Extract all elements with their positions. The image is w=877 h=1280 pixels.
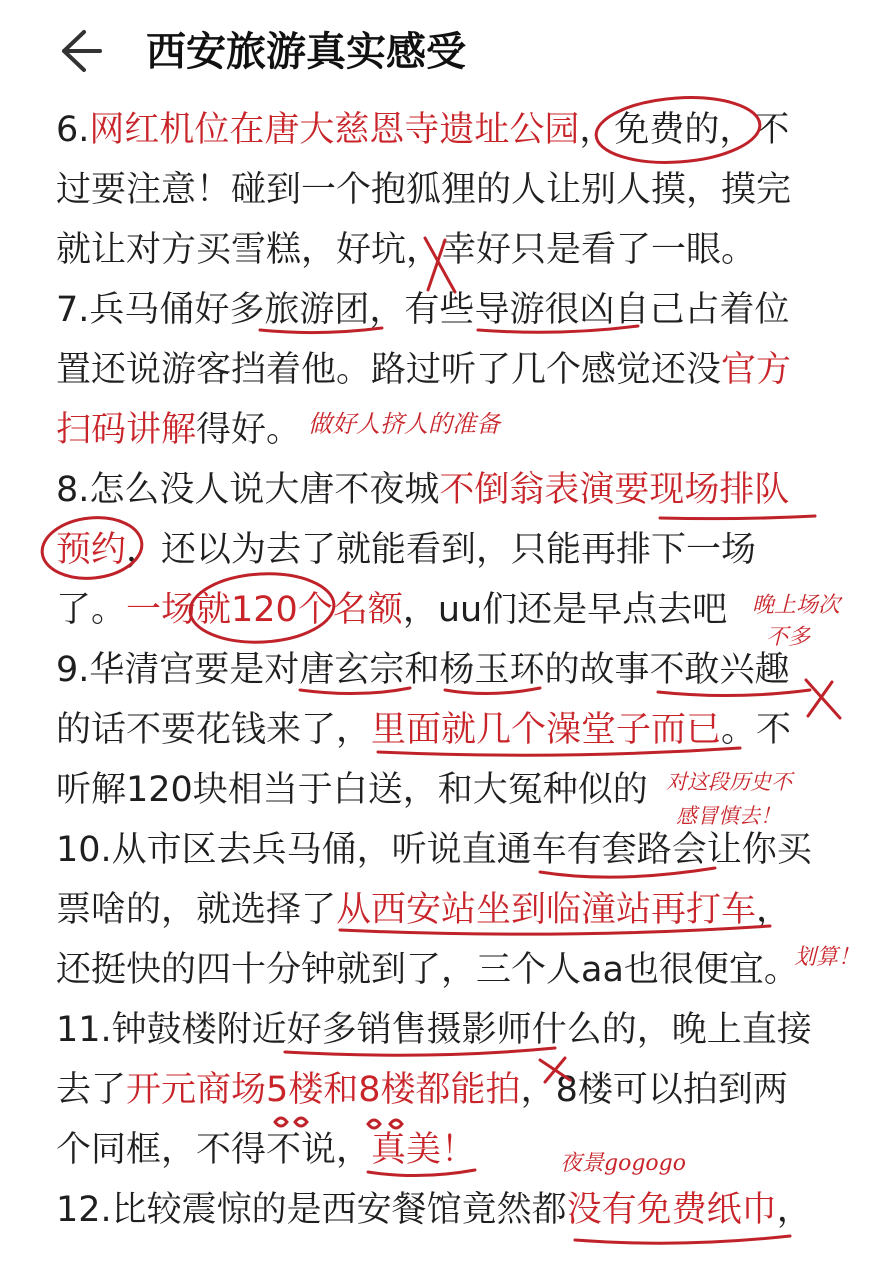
- highlight-text: 真美！: [371, 1130, 477, 1170]
- page-title: 西安旅游真实感受: [146, 29, 466, 75]
- underlined-text: 车有套路: [531, 830, 672, 870]
- body-text: 7.兵马俑: [56, 290, 195, 330]
- body-text: ，还以为去了就能看到，只能再排下一场: [126, 530, 757, 570]
- body-text: 就让对方买雪糕，好坑，幸好只是看了一眼。: [56, 230, 757, 270]
- body-text: 了。: [56, 590, 127, 630]
- body-text: ，有些: [369, 290, 475, 330]
- text-line: [56, 280, 846, 340]
- body-text: ，免费的，不: [579, 110, 790, 150]
- highlight-text: 扫码讲解: [56, 410, 197, 450]
- body-text: 9.华清宫要是对: [56, 650, 300, 690]
- margin-note-3a: 对这段历史不: [666, 770, 792, 794]
- text-line: [56, 580, 846, 640]
- margin-note-1: 做好人挤人的准备: [308, 410, 500, 438]
- highlight-text: 网红机位在唐大慈恩寺遗址公园: [89, 110, 580, 150]
- underlined-text: 唐玄宗: [299, 650, 405, 690]
- underlined-text: 杨玉环: [439, 650, 545, 690]
- body-text: 票啥的，就选择了: [56, 890, 337, 930]
- underlined-text: 不敢兴趣: [649, 650, 790, 690]
- body-text: 10.从市区去兵马俑，听说直通: [56, 830, 532, 870]
- body-text: 。不: [721, 710, 792, 750]
- text-line: [56, 220, 846, 280]
- back-button[interactable]: [54, 26, 104, 76]
- header-bar: [0, 0, 877, 100]
- arrow-left-icon: [54, 26, 104, 76]
- body-text: 还挺快的四十分钟就到了，三个人aa也很便宜。: [56, 950, 799, 990]
- body-text: 6.: [56, 110, 90, 150]
- body-text: 自己占着位: [614, 290, 790, 330]
- body-text: 和: [404, 650, 440, 690]
- text-line: [56, 1180, 846, 1240]
- margin-note-4: 划算！: [794, 945, 861, 970]
- text-line: [56, 520, 846, 580]
- highlight-text: 从西安站坐到临潼站再打车: [336, 890, 757, 930]
- underlined-text: 好多销售摄影师: [286, 1010, 532, 1050]
- highlight-text: 没有免费纸巾: [566, 1190, 777, 1230]
- body-text: 12.比较震惊的是西安餐馆竟然都: [56, 1190, 567, 1230]
- article-body: [56, 100, 846, 1240]
- body-text: 个同框，不得不说，: [56, 1130, 372, 1170]
- highlight-text: 里面就几个澡堂子而已: [371, 710, 722, 750]
- highlight-text: 不倒翁表演要现场排队: [439, 470, 790, 510]
- body-text: ，8楼可以拍到两: [520, 1070, 788, 1110]
- text-line: [56, 700, 846, 760]
- body-text: 会让你买: [671, 830, 812, 870]
- body-text: 的故事: [544, 650, 650, 690]
- text-line: [56, 160, 846, 220]
- text-line: [56, 640, 846, 700]
- body-text: 什么的，晚上直接: [531, 1010, 812, 1050]
- text-line: [56, 880, 846, 940]
- body-text: 去了: [56, 1070, 127, 1110]
- body-text: 的话不要花钱来了，: [56, 710, 372, 750]
- body-text: ，uu们还是早点去吧: [402, 590, 728, 630]
- margin-note-3b: 感冒慎去！: [676, 804, 781, 828]
- text-line: [56, 1120, 846, 1180]
- highlight-text: 预约: [56, 530, 127, 570]
- body-text: 11.钟鼓楼附近: [56, 1010, 287, 1050]
- highlight-text: 一场就120个名额: [126, 590, 403, 630]
- text-line: [56, 940, 846, 1000]
- text-line: [56, 460, 846, 520]
- underlined-text: 好多旅游团: [194, 290, 370, 330]
- body-text: ，: [756, 890, 792, 930]
- body-text: 过要注意！碰到一个抱狐狸的人让别人摸，摸完: [56, 170, 792, 210]
- body-text: ，: [776, 1190, 812, 1230]
- underlined-text: 导游很凶: [474, 290, 615, 330]
- body-text: 8.怎么没人说大唐不夜城: [56, 470, 440, 510]
- highlight-text: 官方: [721, 350, 792, 390]
- margin-note-2b: 不多: [766, 625, 811, 650]
- body-text: 听解120块相当于白送，和大冤种似的: [56, 770, 648, 810]
- margin-note-5: 夜景gogogo: [560, 1151, 686, 1176]
- text-line: [56, 340, 846, 400]
- text-line: [56, 1000, 846, 1060]
- text-line: [56, 100, 846, 160]
- body-text: 置还说游客挡着他。路过听了几个感觉还没: [56, 350, 722, 390]
- text-line: [56, 1060, 846, 1120]
- margin-note-2a: 晚上场次: [752, 593, 841, 618]
- body-text: 得好。: [196, 410, 302, 450]
- highlight-text: 开元商场5楼和8楼都能拍: [126, 1070, 521, 1110]
